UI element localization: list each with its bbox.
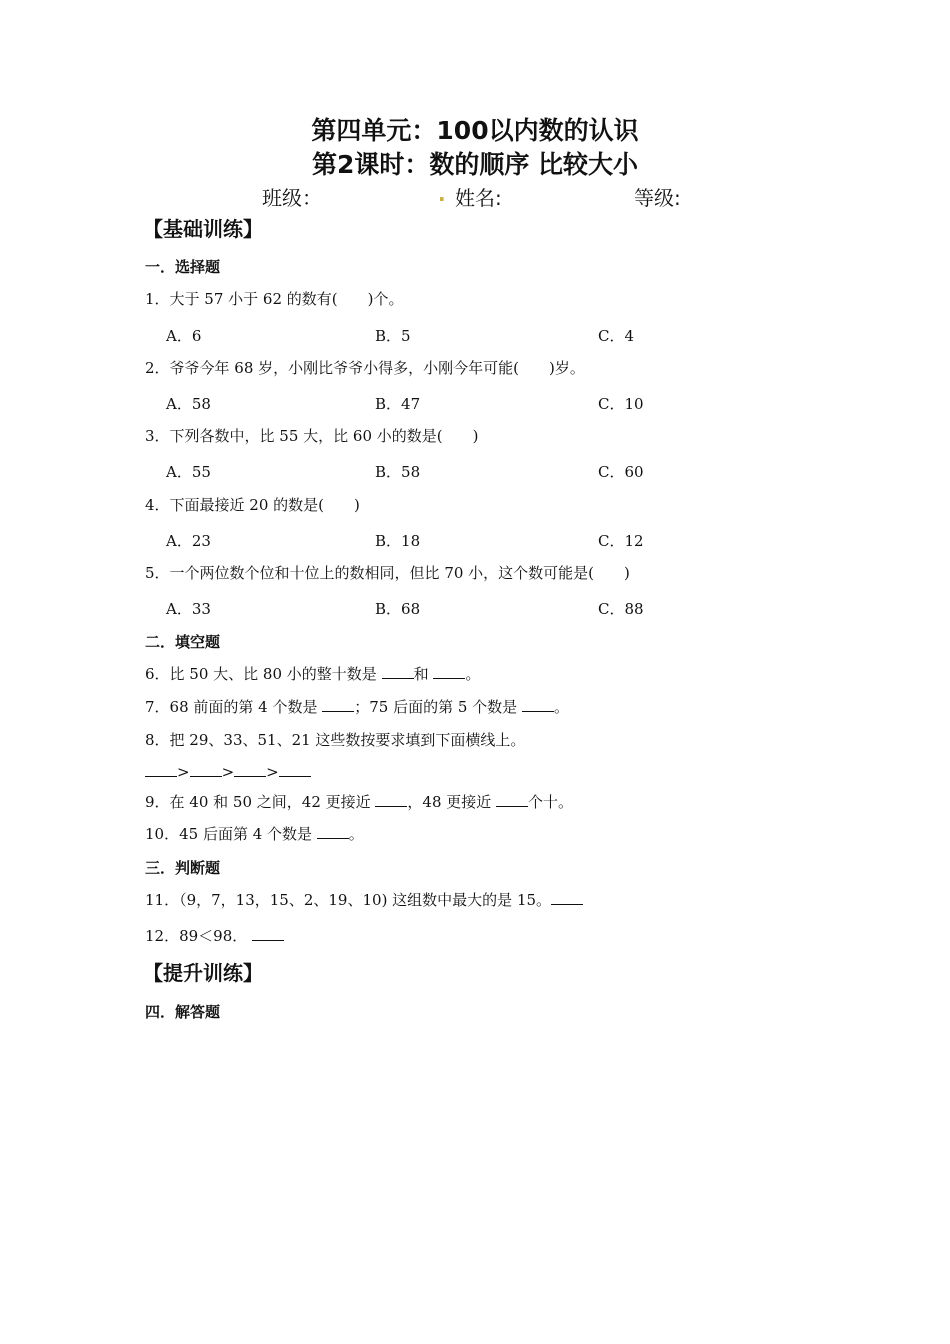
q4-option-a: A．23 bbox=[166, 532, 211, 550]
q12-blank[interactable] bbox=[252, 926, 284, 941]
section-advanced: 【提升训练】 bbox=[143, 961, 263, 985]
q2-option-b: B．47 bbox=[375, 395, 421, 413]
q6-text-3: 。 bbox=[465, 665, 481, 683]
class-label: 班级： bbox=[262, 186, 322, 210]
q7-text-3: 。 bbox=[553, 698, 569, 716]
q2-option-c: C．10 bbox=[598, 395, 644, 413]
name-label: 姓名: bbox=[455, 186, 502, 210]
q8-blank-1[interactable] bbox=[145, 762, 177, 777]
q6-text-1: 6．比 50 大、比 80 小的整十数是 bbox=[145, 665, 382, 683]
q9-text-2: ，48 更接近 bbox=[407, 793, 497, 811]
q7-blank-1[interactable] bbox=[322, 697, 354, 712]
q9-blank-2[interactable] bbox=[496, 792, 528, 807]
q11-text: 11．（9，7，13，15、2、19、10) 这组数中最大的是 15。 bbox=[145, 891, 552, 909]
q7-blank-2[interactable] bbox=[522, 697, 554, 712]
q8-blank-4[interactable] bbox=[279, 762, 311, 777]
fill-question-7 bbox=[145, 696, 569, 717]
q3-option-c: C．60 bbox=[598, 463, 644, 481]
q8-order-line bbox=[145, 762, 311, 781]
q5-option-a: A．33 bbox=[166, 600, 211, 618]
q9-text-1: 9．在 40 和 50 之间，42 更接近 bbox=[145, 793, 376, 811]
part-fill-heading: 二．填空题 bbox=[145, 633, 221, 651]
q3-option-b: B．58 bbox=[375, 463, 421, 481]
section-basic: 【基础训练】 bbox=[143, 217, 263, 241]
part-judge-heading: 三．判断题 bbox=[145, 859, 221, 877]
q6-text-2: 和 bbox=[413, 665, 434, 683]
choice-question-2: 2．爷爷今年 68 岁，小刚比爷爷小得多，小刚今年可能( )岁。 bbox=[145, 359, 585, 377]
q4-option-c: C．12 bbox=[598, 532, 644, 550]
fill-question-9 bbox=[145, 791, 573, 812]
separator-dot: . bbox=[438, 182, 446, 206]
q10-blank-1[interactable] bbox=[317, 824, 349, 839]
unit-title: 第四单元：100以内数的认识 bbox=[311, 116, 639, 145]
lesson-title: 第2课时：数的顺序 比较大小 bbox=[311, 150, 639, 179]
fill-question-8: 8．把 29、33、51、21 这些数按要求填到下面横线上。 bbox=[145, 731, 526, 749]
q8-blank-3[interactable] bbox=[234, 762, 266, 777]
judge-question-11 bbox=[145, 889, 583, 910]
q6-blank-2[interactable] bbox=[433, 664, 465, 679]
q11-blank[interactable] bbox=[551, 890, 583, 905]
choice-question-1: 1．大于 57 小于 62 的数有( )个。 bbox=[145, 290, 404, 308]
choice-question-3: 3．下列各数中，比 55 大，比 60 小的数是( ) bbox=[145, 427, 479, 445]
q7-text-1: 7．68 前面的第 4 个数是 bbox=[145, 698, 323, 716]
q7-text-2: ；75 后面的第 5 个数是 bbox=[354, 698, 522, 716]
q4-option-b: B．18 bbox=[375, 532, 421, 550]
q10-text-2: 。 bbox=[348, 825, 364, 843]
q5-option-c: C．88 bbox=[598, 600, 644, 618]
q5-option-b: B．68 bbox=[375, 600, 421, 618]
q1-option-c: C．4 bbox=[598, 327, 635, 345]
fill-question-10 bbox=[145, 823, 364, 844]
q1-option-a: A．6 bbox=[166, 327, 202, 345]
judge-question-12 bbox=[145, 925, 284, 946]
q6-blank-1[interactable] bbox=[382, 664, 414, 679]
q8-gt-3: > bbox=[266, 763, 279, 781]
grade-label: 等级: bbox=[634, 186, 681, 210]
q8-blank-2[interactable] bbox=[190, 762, 222, 777]
q12-text: 12．89＜98． bbox=[145, 927, 248, 945]
q1-option-b: B．5 bbox=[375, 327, 411, 345]
q8-gt-2: > bbox=[221, 763, 235, 781]
q2-option-a: A．58 bbox=[166, 395, 211, 413]
student-info-row bbox=[0, 182, 950, 210]
q8-gt-1: > bbox=[177, 763, 190, 781]
q3-option-a: A．55 bbox=[166, 463, 211, 481]
fill-question-6 bbox=[145, 663, 480, 684]
choice-question-4: 4．下面最接近 20 的数是( ) bbox=[145, 496, 360, 514]
part-choice-heading: 一．选择题 bbox=[145, 258, 221, 276]
q9-text-3: 个十。 bbox=[528, 793, 574, 811]
q9-blank-1[interactable] bbox=[375, 792, 407, 807]
part-answer-heading: 四．解答题 bbox=[145, 1003, 221, 1021]
q10-text-1: 10．45 后面第 4 个数是 bbox=[145, 825, 317, 843]
choice-question-5: 5．一个两位数个位和十位上的数相同，但比 70 小，这个数可能是( ) bbox=[145, 564, 630, 582]
